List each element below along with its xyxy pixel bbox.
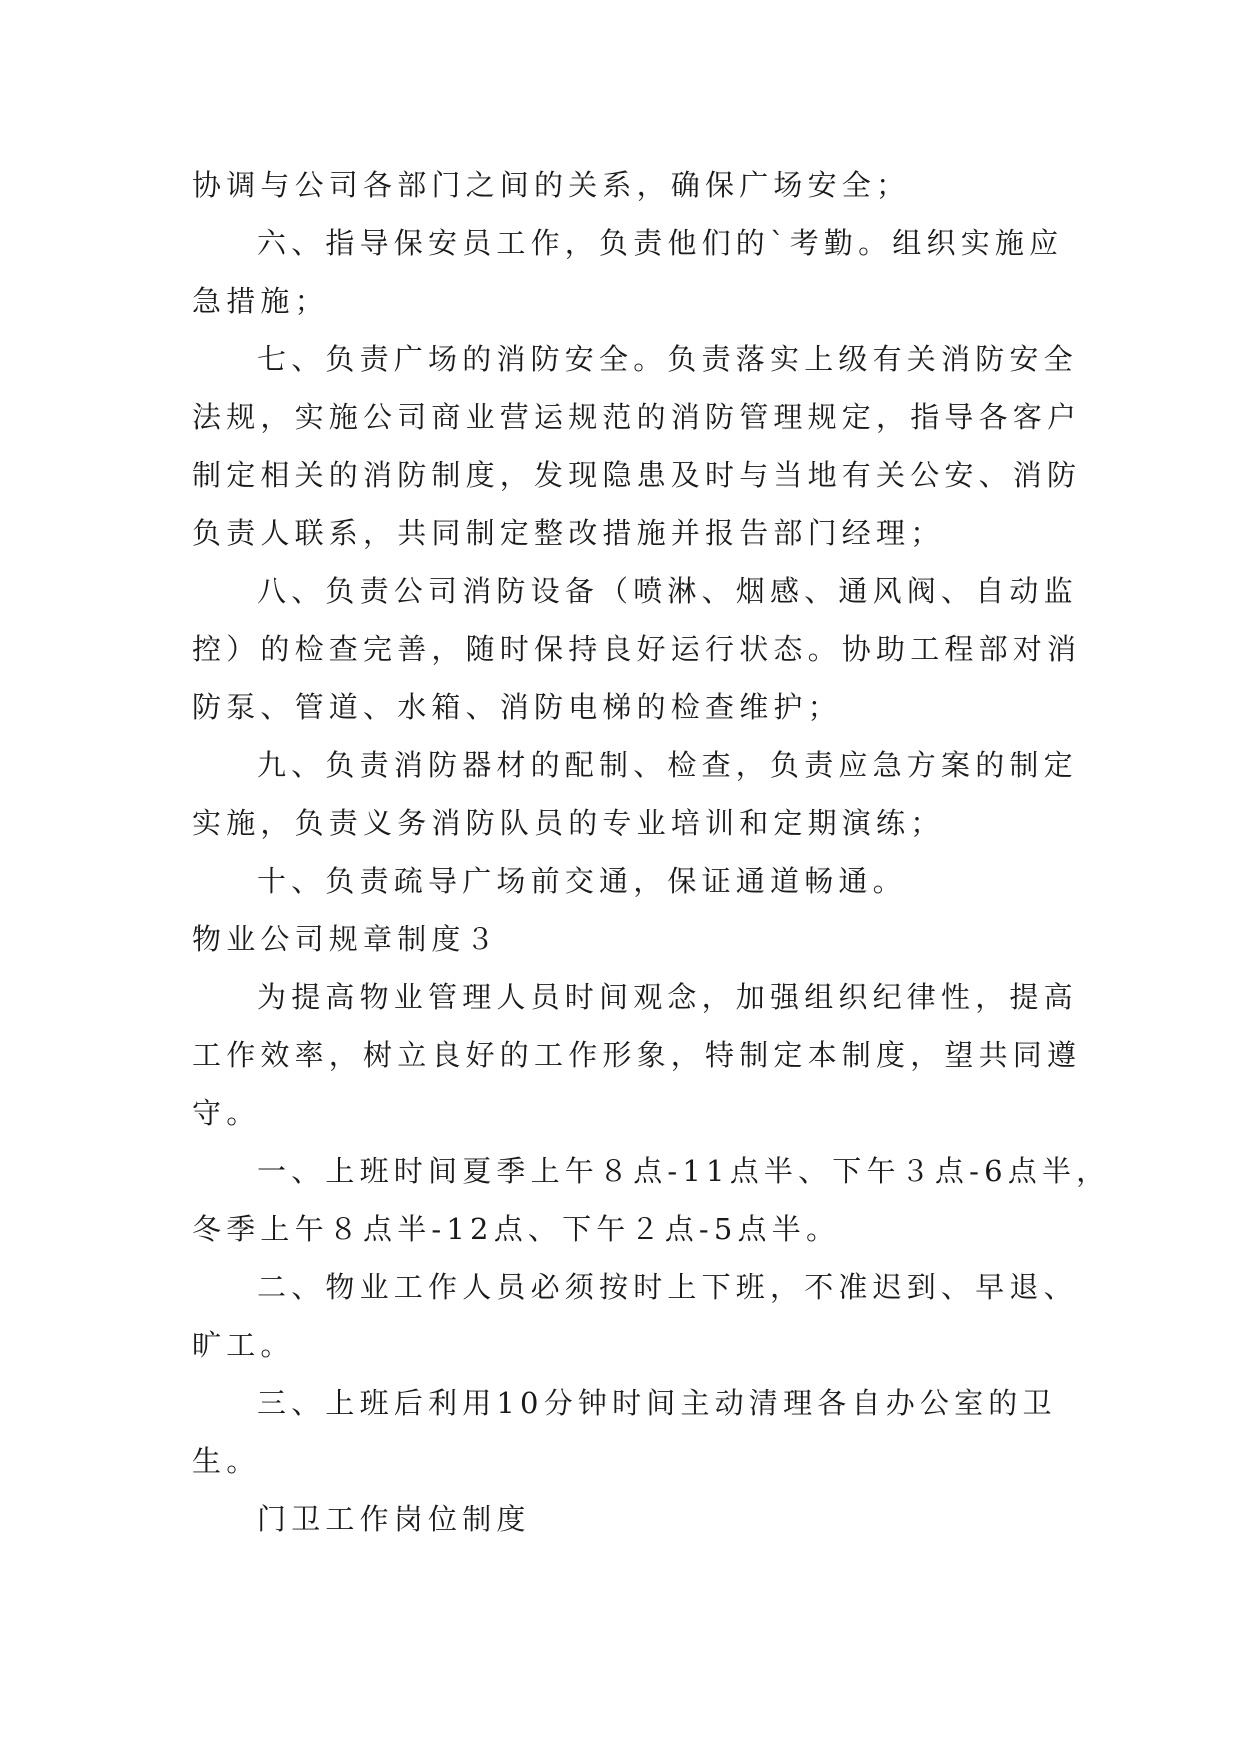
body-line: 工作效率，树立良好的工作形象，特制定本制度，望共同遵 <box>192 1038 1082 1072</box>
body-line: 守。 <box>192 1096 261 1130</box>
body-line: 实施，负责义务消防队员的专业培训和定期演练； <box>192 806 945 840</box>
body-line: 法规，实施公司商业营运规范的消防管理规定，指导各客户 <box>192 400 1082 434</box>
body-line: 一、上班时间夏季上午８点-11点半、下午３点-6点半， <box>257 1154 1111 1188</box>
body-line: 七、负责广场的消防安全。负责落实上级有关消防安全 <box>257 342 1078 376</box>
body-line: 六、指导保安员工作，负责他们的`考勤。组织实施应 <box>257 226 1064 260</box>
body-line: 急措施； <box>192 284 329 318</box>
body-line: 负责人联系，共同制定整改措施并报告部门经理； <box>192 516 945 550</box>
body-line: 二、物业工作人员必须按时上下班，不准迟到、早退、 <box>257 1270 1078 1304</box>
body-line: 协调与公司各部门之间的关系，确保广场安全； <box>192 168 911 202</box>
body-line: 旷工。 <box>192 1328 295 1362</box>
section-heading: 门卫工作岗位制度 <box>257 1502 531 1536</box>
body-line: 三、上班后利用10分钟时间主动清理各自办公室的卫 <box>257 1386 1057 1420</box>
body-line: 防泵、管道、水箱、消防电梯的检查维护； <box>192 690 842 724</box>
body-line: 生。 <box>192 1444 261 1478</box>
body-line: 制定相关的消防制度，发现隐患及时与当地有关公安、消防 <box>192 458 1082 492</box>
body-line: 九、负责消防器材的配制、检查，负责应急方案的制定 <box>257 748 1078 782</box>
body-line: 控）的检查完善，随时保持良好运行状态。协助工程部对消 <box>192 632 1082 666</box>
body-line: 为提高物业管理人员时间观念，加强组织纪律性，提高 <box>257 980 1078 1014</box>
body-line: 十、负责疏导广场前交通，保证通道畅通。 <box>257 864 907 898</box>
body-line: 八、负责公司消防设备（喷淋、烟感、通风阀、自动监 <box>257 574 1078 608</box>
body-line: 冬季上午８点半-12点、下午２点-5点半。 <box>192 1212 841 1246</box>
section-heading: 物业公司规章制度３ <box>192 922 500 956</box>
